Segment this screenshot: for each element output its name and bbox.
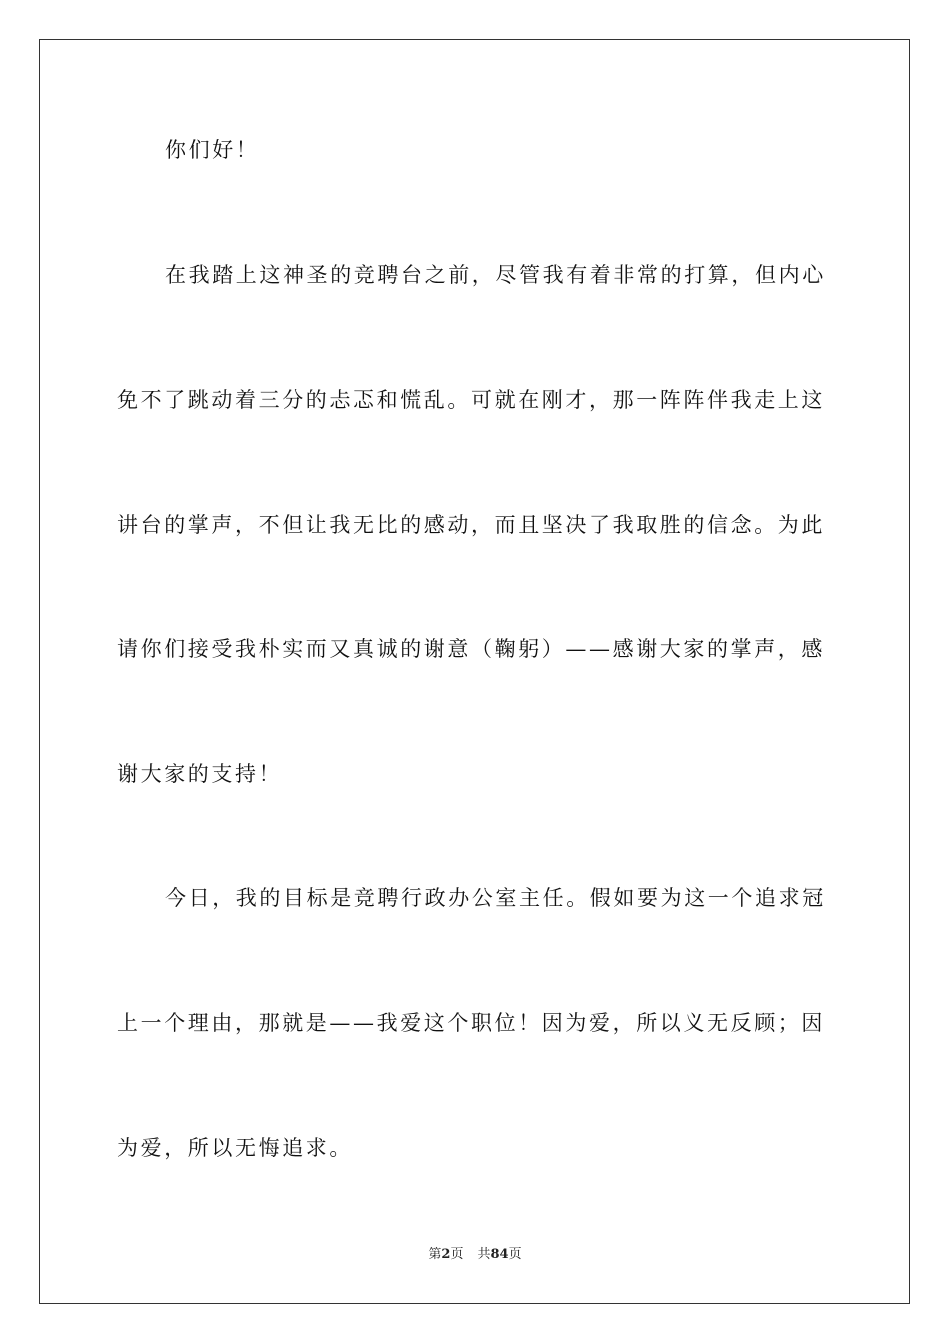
page-prefix: 第: [428, 1247, 442, 1262]
greeting-line: 你们好！: [165, 138, 260, 162]
paragraph-1-line-1: 在我踏上这神圣的竞聘台之前，尽管我有着非常的打算，但内心: [165, 263, 826, 287]
paragraph-1-line-5: 谢大家的支持！: [117, 762, 283, 786]
page-footer: [0, 1246, 950, 1264]
paragraph-2-line-1: 今日，我的目标是竞聘行政办公室主任。假如要为这一个追求冠: [165, 886, 826, 910]
paragraph-1-line-3: 讲台的掌声，不但让我无比的感动，而且坚决了我取胜的信念。为此: [117, 513, 825, 537]
paragraph-2-line-3: 为爱，所以无悔追求。: [117, 1136, 353, 1160]
total-prefix: 共: [477, 1247, 491, 1262]
total-pages: 84: [490, 1247, 509, 1262]
total-suffix: 页: [508, 1247, 522, 1262]
page-suffix: 页: [450, 1247, 464, 1262]
paragraph-1-line-4: 请你们接受我朴实而又真诚的谢意（鞠躬）——感谢大家的掌声，感: [117, 637, 825, 661]
page-border: [39, 39, 910, 1304]
paragraph-2-line-2: 上一个理由，那就是——我爱这个职位！因为爱，所以义无反顾；因: [117, 1011, 825, 1035]
paragraph-1-line-2: 免不了跳动着三分的忐忑和慌乱。可就在刚才，那一阵阵伴我走上这: [117, 388, 825, 412]
page-number: 2: [441, 1247, 451, 1262]
